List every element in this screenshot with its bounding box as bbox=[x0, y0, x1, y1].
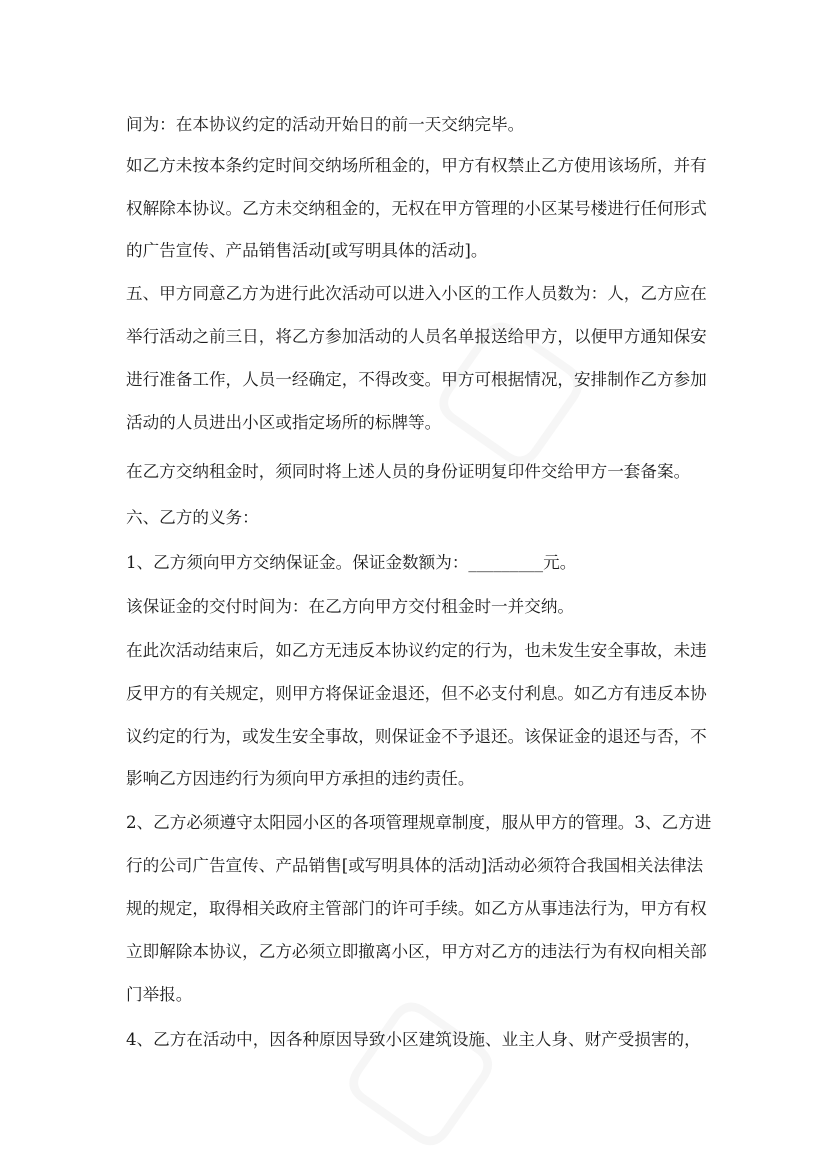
text-line: 规的规定，取得相关政府主管部门的许可手续。如乙方从事违法行为，甲方有权 bbox=[126, 899, 707, 918]
text-line: 2、乙方必须遵守太阳园小区的各项管理规章制度，服从甲方的管理。3、乙方进 bbox=[126, 813, 712, 832]
text-line: 活动的人员进出小区或指定场所的标牌等。 bbox=[126, 413, 442, 432]
text-line: 权解除本协议。乙方未交纳租金的，无权在甲方管理的小区某号楼进行任何形式 bbox=[126, 199, 707, 218]
watermark bbox=[299, 959, 523, 1174]
text-line: 议约定的行为，或发生安全事故，则保证金不予退还。该保证金的退还与否，不 bbox=[126, 727, 707, 746]
text-line: 进行准备工作，人员一经确定，不得改变。甲方可根据情况，安排制作乙方参加 bbox=[126, 370, 707, 389]
section-heading: 六、乙方的义务： bbox=[126, 508, 259, 527]
text-line: 影响乙方因违约行为须向甲方承担的违约责任。 bbox=[126, 769, 475, 788]
text-line: 门举报。 bbox=[126, 985, 193, 1004]
text-line: 在此次活动结束后，如乙方无违反本协议约定的行为，也未发生安全事故，未违 bbox=[126, 641, 707, 660]
text-line: 举行活动之前三日，将乙方参加活动的人员名单报送给甲方，以便甲方通知保安 bbox=[126, 327, 707, 346]
text-line: 如乙方未按本条约定时间交纳场所租金的，甲方有权禁止乙方使用该场所，并有 bbox=[126, 156, 707, 175]
text-line: 行的公司广告宣传、产品销售[或写明具体的活动]活动必须符合我国相关法律法 bbox=[126, 856, 704, 875]
text-line: 在乙方交纳租金时，须同时将上述人员的身份证明复印件交给甲方一套备案。 bbox=[126, 462, 691, 481]
text-line: 1、乙方须向甲方交纳保证金。保证金数额为：_________元。 bbox=[126, 553, 577, 572]
text-line: 4、乙方在活动中，因各种原因导致小区建筑设施、业主人身、财产受损害的， bbox=[126, 1030, 701, 1049]
text-line: 五、甲方同意乙方为进行此次活动可以进入小区的工作人员数为：人，乙方应在 bbox=[126, 284, 707, 303]
text-line: 反甲方的有关规定，则甲方将保证金退还，但不必支付利息。如乙方有违反本协 bbox=[126, 684, 707, 703]
text-line: 该保证金的交付时间为：在乙方向甲方交付租金时一并交纳。 bbox=[126, 597, 575, 616]
text-line: 立即解除本协议，乙方必须立即撤离小区，甲方对乙方的违法行为有权向相关部 bbox=[126, 942, 707, 961]
text-line: 的广告宣传、产品销售活动[或写明具体的活动]。 bbox=[126, 241, 488, 260]
text-line: 间为：在本协议约定的活动开始日的前一天交纳完毕。 bbox=[126, 115, 525, 134]
